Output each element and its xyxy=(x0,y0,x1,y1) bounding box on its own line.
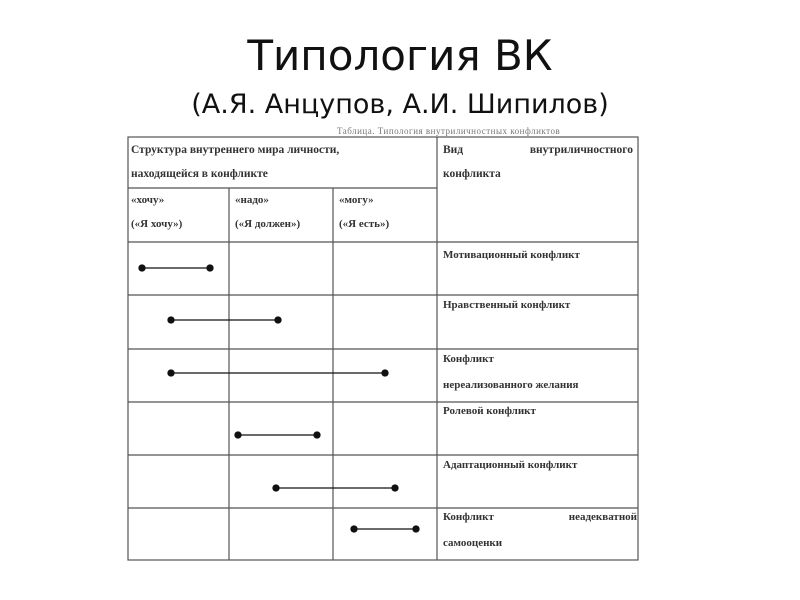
conflict-motivational: Мотивационный конфликт xyxy=(443,249,580,261)
col-can xyxy=(339,188,389,236)
col-must xyxy=(235,188,300,236)
header-structure-line1: Структура внутреннего мира личности, xyxy=(131,144,340,156)
conflict-role: Ролевой конфликт xyxy=(443,405,536,417)
page-title: Типология ВК xyxy=(247,31,553,80)
conflict-self-word2: неадекватной xyxy=(568,511,637,523)
header-type-line2: конфликта xyxy=(443,168,501,180)
conflict-moral: Нравственный конфликт xyxy=(443,299,571,311)
table-caption: Таблица. Типология внутриличностных конфликтов xyxy=(337,126,561,136)
conflict-adaptation: Адаптационный конфликт xyxy=(443,459,578,471)
conflict-typology-table xyxy=(127,126,640,562)
header-structure xyxy=(131,138,431,186)
header-structure-line2: находящейся в конфликте xyxy=(131,168,268,180)
header-type-word1: Вид xyxy=(443,144,464,156)
conflict-unrealized-line2: нереализованного желания xyxy=(443,379,579,391)
conflict-unrealized xyxy=(443,346,637,398)
page-subtitle: (А.Я. Анцупов, А.И. Шипилов) xyxy=(191,89,609,120)
col-want xyxy=(131,188,182,236)
col-want-line1: «хочу» xyxy=(131,194,165,206)
col-want-line2: («Я хочу») xyxy=(131,218,183,230)
header-type-word2: внутриличностного xyxy=(529,144,633,156)
conflict-unrealized-line1: Конфликт xyxy=(443,353,494,365)
col-must-line1: «надо» xyxy=(235,194,269,206)
conflict-self-word1: Конфликт xyxy=(443,511,494,523)
col-must-line2: («Я должен») xyxy=(235,218,301,230)
conflict-self-esteem xyxy=(443,504,637,556)
conflict-self-line2: самооценки xyxy=(443,537,503,549)
header-conflict-type xyxy=(443,138,633,186)
col-can-line1: «могу» xyxy=(339,194,374,206)
col-can-line2: («Я есть») xyxy=(339,218,390,230)
